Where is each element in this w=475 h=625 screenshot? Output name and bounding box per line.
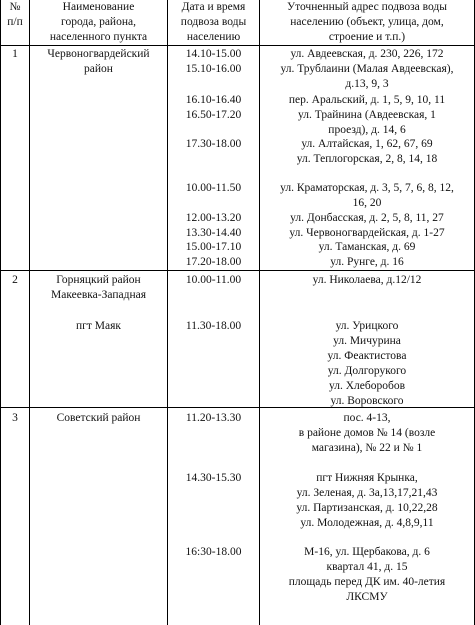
delivery-time: 10.00-11.50 — [185, 182, 242, 194]
delivery-time: 16:30-18.00 — [185, 546, 242, 558]
column-divider — [29, 0, 30, 625]
delivery-address: ул. Червоногвардейская, д. 1-27 — [289, 227, 445, 239]
delivery-address: пгт Нижняя Крынка, ул. Зеленая, д. 3а,13,17,21,43 ул. Партизанская, д. 10,22,28 ул. Молодежная, д. 4,8,9,11 — [296, 472, 438, 529]
delivery-time: 15.10-16.00 — [185, 63, 242, 75]
delivery-time: 11.30-18.00 — [185, 320, 242, 332]
delivery-time: 13.30-14.40 — [185, 227, 242, 239]
table-border-left — [0, 0, 1, 625]
delivery-time: 17.20-18.00 — [185, 256, 242, 268]
row-number: 2 — [12, 274, 18, 286]
delivery-address: М-16, ул. Щербакова, д. 6 квартал 41, д. 15 площадь перед ДК им. 40-летия ЛКСМУ — [288, 546, 446, 603]
delivery-address: ул. Авдеевская, д. 230, 226, 172 — [290, 48, 444, 60]
delivery-address: пос. 4-13, в районе домов № 14 (возле магазина), № 22 и № 1 — [298, 412, 436, 454]
delivery-address: ул. Трублаини (Малая Авдеевская), д.13, 9, 3 — [280, 63, 454, 90]
delivery-time: 16.10-16.40 — [185, 94, 242, 106]
header-number: № п/п — [7, 1, 23, 28]
settlement-name: пгт Маяк — [76, 320, 121, 332]
district-name: Советский район — [56, 412, 141, 424]
row-divider — [1, 270, 474, 271]
delivery-time: 10.00-11.00 — [185, 274, 242, 286]
row-number: 3 — [12, 412, 18, 424]
delivery-time: 11.20-13.30 — [185, 412, 242, 424]
delivery-time: 14.30-15.30 — [185, 472, 242, 484]
delivery-address: ул. Краматорская, д. 3, 5, 7, 6, 8, 12, 16, 20 — [280, 182, 454, 209]
delivery-address: ул. Алтайская, 1, 62, 67, 69 ул. Теплогорская, 2, 8, 14, 18 — [296, 138, 438, 165]
delivery-address: ул. Трайнина (Авдеевская, 1 проезд), д. 14, 6 — [298, 109, 436, 136]
delivery-address: ул. Рунге, д. 16 — [330, 256, 404, 268]
delivery-address: ул. Николаева, д.12/12 — [312, 274, 422, 286]
delivery-time: 17.30-18.00 — [185, 138, 242, 150]
delivery-time: 12.00-13.20 — [185, 212, 242, 224]
delivery-address: ул. Таманская, д. 69 — [318, 241, 416, 253]
delivery-time: 16.50-17.20 — [185, 109, 242, 121]
delivery-time: 14.10-15.00 — [185, 48, 242, 60]
header-divider — [1, 45, 474, 46]
header-address: Уточненный адрес подвоза воды населению (объект, улица, дом, строение и т.п.) — [286, 1, 448, 43]
district-name: Червоногвардейский район — [47, 48, 150, 75]
delivery-address: пер. Аральский, д. 1, 5, 9, 10, 11 — [288, 94, 446, 106]
district-name: Горняцкий район Макеевка-Западная — [51, 274, 146, 301]
header-time: Дата и время подвоза воды населению — [180, 1, 247, 43]
delivery-time: 15.00-17.10 — [185, 241, 242, 253]
delivery-address: ул. Донбасская, д. 2, 5, 8, 11, 27 — [290, 212, 444, 224]
row-number: 1 — [12, 48, 18, 60]
header-name: Наименование города, района, населенного пункта — [49, 1, 148, 43]
delivery-address: ул. Урицкого ул. Мичурина ул. Феактистова ул. Долгорукого ул. Хлеборобов ул. Воровского — [327, 320, 407, 407]
